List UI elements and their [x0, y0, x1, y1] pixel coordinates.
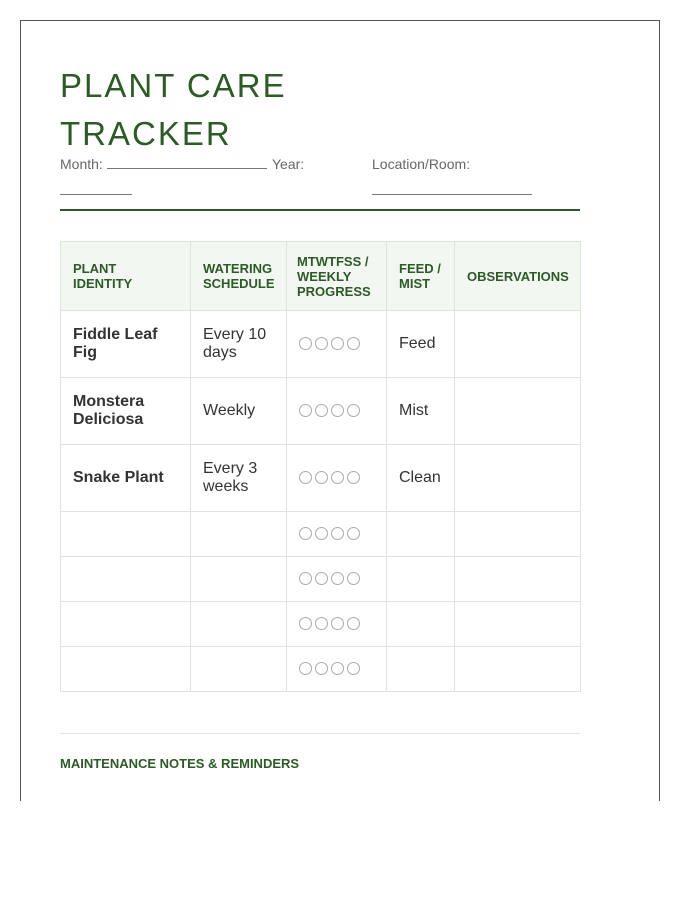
- watering-cell[interactable]: [191, 512, 287, 557]
- plant-name-cell[interactable]: Fiddle Leaf Fig: [61, 311, 191, 378]
- watering-cell[interactable]: Weekly: [191, 378, 287, 445]
- plant-name-cell[interactable]: [61, 647, 191, 692]
- page-title: PLANT CARE TRACKER: [60, 67, 287, 152]
- progress-checkbox[interactable]: [299, 527, 312, 540]
- progress-checkbox[interactable]: [347, 404, 360, 417]
- table-row: [61, 512, 581, 557]
- plant-name-cell[interactable]: Monstera Deliciosa: [61, 378, 191, 445]
- progress-checkbox[interactable]: [331, 527, 344, 540]
- progress-checkbox[interactable]: [331, 337, 344, 350]
- progress-checkbox[interactable]: [299, 617, 312, 630]
- feed-mist-cell[interactable]: Clean: [387, 445, 455, 512]
- progress-checkbox[interactable]: [299, 404, 312, 417]
- progress-checkbox[interactable]: [315, 617, 328, 630]
- progress-checkbox[interactable]: [347, 662, 360, 675]
- progress-checkbox[interactable]: [315, 404, 328, 417]
- month-field[interactable]: [60, 156, 267, 172]
- month-blank[interactable]: [107, 156, 267, 169]
- observations-cell[interactable]: [455, 557, 581, 602]
- month-label: Month:: [60, 156, 103, 172]
- plant-care-table: [60, 241, 581, 692]
- progress-checkbox[interactable]: [315, 527, 328, 540]
- table-row: [61, 602, 581, 647]
- progress-checkbox[interactable]: [315, 572, 328, 585]
- year-label: Year:: [272, 156, 305, 172]
- progress-cell: [287, 378, 387, 445]
- observations-cell[interactable]: [455, 311, 581, 378]
- progress-checkbox[interactable]: [331, 662, 344, 675]
- year-field[interactable]: [272, 156, 304, 172]
- table-row: [61, 378, 581, 445]
- observations-cell[interactable]: [455, 647, 581, 692]
- progress-checkboxes: [299, 404, 360, 417]
- meta-fields: [60, 156, 580, 202]
- header-observations: OBSERVATIONS: [455, 242, 581, 311]
- progress-checkboxes: [299, 572, 360, 585]
- progress-cell: [287, 647, 387, 692]
- feed-mist-cell[interactable]: [387, 557, 455, 602]
- plant-name-cell[interactable]: [61, 512, 191, 557]
- feed-mist-cell[interactable]: [387, 602, 455, 647]
- table-row: [61, 311, 581, 378]
- observations-cell[interactable]: [455, 445, 581, 512]
- header-feed-mist: FEED / MIST: [387, 242, 455, 311]
- progress-checkbox[interactable]: [347, 527, 360, 540]
- progress-cell: [287, 602, 387, 647]
- progress-checkboxes: [299, 527, 360, 540]
- progress-checkbox[interactable]: [299, 471, 312, 484]
- progress-checkbox[interactable]: [331, 471, 344, 484]
- progress-checkboxes: [299, 617, 360, 630]
- feed-mist-cell[interactable]: [387, 647, 455, 692]
- feed-mist-cell[interactable]: Feed: [387, 311, 455, 378]
- feed-mist-cell[interactable]: Mist: [387, 378, 455, 445]
- table-row: [61, 445, 581, 512]
- progress-checkbox[interactable]: [299, 572, 312, 585]
- progress-checkbox[interactable]: [315, 662, 328, 675]
- table-row: [61, 557, 581, 602]
- section-divider: [60, 733, 580, 734]
- watering-cell[interactable]: [191, 647, 287, 692]
- progress-cell: [287, 445, 387, 512]
- observations-cell[interactable]: [455, 512, 581, 557]
- watering-cell[interactable]: Every 10 days: [191, 311, 287, 378]
- header-watering-schedule: WATERING SCHEDULE: [191, 242, 287, 311]
- location-blank-row[interactable]: [372, 182, 532, 198]
- plant-name-cell[interactable]: [61, 557, 191, 602]
- progress-cell: [287, 557, 387, 602]
- progress-cell: [287, 311, 387, 378]
- year-blank-row[interactable]: [60, 182, 132, 198]
- plant-name-cell[interactable]: Snake Plant: [61, 445, 191, 512]
- progress-checkbox[interactable]: [315, 337, 328, 350]
- watering-cell[interactable]: [191, 602, 287, 647]
- progress-checkboxes: [299, 662, 360, 675]
- plant-name-cell[interactable]: [61, 602, 191, 647]
- watering-cell[interactable]: [191, 557, 287, 602]
- progress-checkbox[interactable]: [347, 471, 360, 484]
- table-row: [61, 647, 581, 692]
- title-rule: [60, 209, 580, 211]
- feed-mist-cell[interactable]: [387, 512, 455, 557]
- progress-checkboxes: [299, 337, 360, 350]
- observations-cell[interactable]: [455, 378, 581, 445]
- watering-cell[interactable]: Every 3 weeks: [191, 445, 287, 512]
- location-label: Location/Room:: [372, 156, 471, 172]
- progress-checkbox[interactable]: [347, 572, 360, 585]
- header-weekly-progress: MTWTFSS / WEEKLY PROGRESS: [287, 242, 387, 311]
- progress-checkbox[interactable]: [331, 617, 344, 630]
- progress-checkbox[interactable]: [331, 572, 344, 585]
- table-header-row: [61, 242, 581, 311]
- observations-cell[interactable]: [455, 602, 581, 647]
- maintenance-notes-heading: MAINTENANCE NOTES & REMINDERS: [60, 756, 300, 771]
- year-blank[interactable]: [60, 182, 132, 195]
- progress-checkboxes: [299, 471, 360, 484]
- progress-checkbox[interactable]: [299, 662, 312, 675]
- progress-cell: [287, 512, 387, 557]
- progress-checkbox[interactable]: [315, 471, 328, 484]
- location-blank[interactable]: [372, 182, 532, 195]
- progress-checkbox[interactable]: [299, 337, 312, 350]
- progress-checkbox[interactable]: [347, 617, 360, 630]
- progress-checkbox[interactable]: [331, 404, 344, 417]
- location-field[interactable]: [372, 156, 470, 172]
- progress-checkbox[interactable]: [347, 337, 360, 350]
- header-plant-identity: PLANT IDENTITY: [61, 242, 191, 311]
